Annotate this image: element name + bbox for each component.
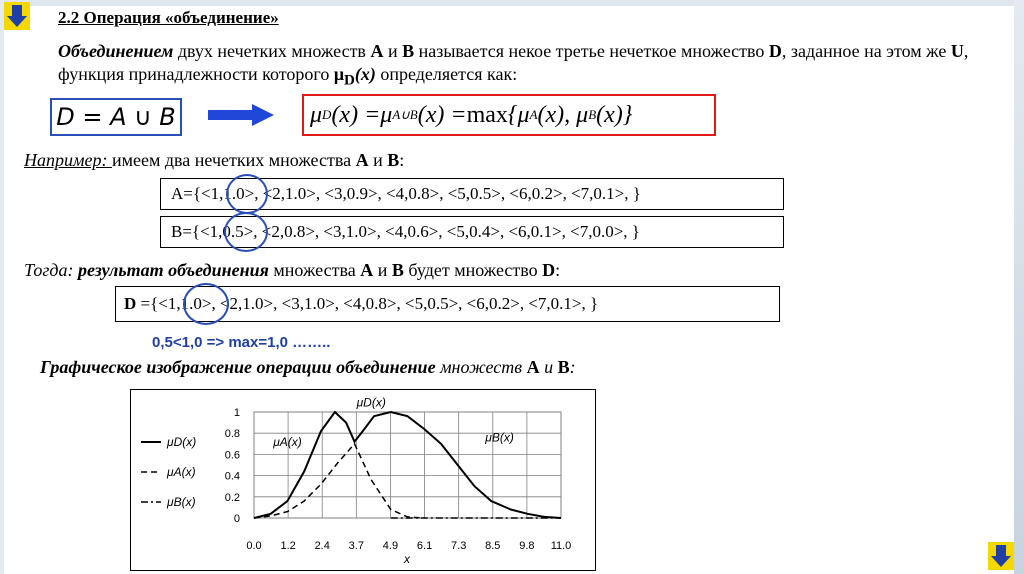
text-fragment: , заданное на этом же: [781, 41, 951, 61]
set-b-name: B: [557, 357, 570, 377]
set-a-box: A={<1,1.0>, <2,1.0>, <3,0.9>, <4,0.8>, <5,0.5>, <6,0.2>, <7,0.1>, }: [160, 178, 784, 210]
y-tick-label: 0.6: [224, 449, 240, 462]
curve-annotation: μA(x): [273, 434, 302, 449]
set-d-name: D: [768, 41, 782, 61]
x-axis-label: x: [404, 552, 410, 566]
chart-svg: [131, 390, 595, 570]
legend-label: μA(x): [167, 465, 196, 479]
legend-label: μD(x): [167, 435, 197, 449]
example-line: [24, 150, 404, 171]
slide-title: 2.2 Операция «объединение»: [58, 8, 279, 27]
text-fragment: :: [399, 150, 405, 170]
formula-part: (x) =: [417, 101, 467, 128]
set-b-name: B: [391, 260, 404, 280]
text-fragment: имеем два нечетких множества: [111, 150, 356, 170]
formula-part: (x), μ: [537, 101, 589, 128]
right-stripe: [1014, 0, 1024, 574]
set-b-name: B: [402, 41, 415, 61]
set-a-name: A: [355, 150, 369, 170]
x-tick-label: 8.5: [485, 540, 501, 552]
y-tick-label: 0.4: [224, 470, 240, 483]
result-term: результат объединения: [77, 260, 269, 280]
formula-sub: B: [588, 107, 597, 122]
x-tick-label: 11.0: [550, 540, 572, 552]
set-b-name: B: [387, 150, 400, 170]
formula-part: μ: [310, 101, 323, 128]
term: Объединением: [58, 41, 174, 61]
right-arrow-icon: [208, 104, 274, 126]
text-fragment: будет множество: [403, 260, 543, 280]
universe-name: U: [950, 41, 964, 61]
formula-sub: A∪B: [392, 107, 418, 122]
x-tick-label: 4.9: [382, 540, 399, 552]
curve-annotation: μD(x): [356, 395, 386, 410]
top-stripe: [0, 0, 1024, 6]
union-formula: D = A ∪ B: [50, 98, 182, 136]
membership-chart: [130, 389, 596, 571]
formula-part: (x)}: [596, 101, 633, 128]
x-tick-label: 2.4: [314, 540, 330, 552]
nav-down-arrow-icon-bottom[interactable]: [988, 542, 1014, 570]
x-tick-label: 0.0: [246, 540, 262, 552]
text-fragment: называется некое третье нечеткое множество: [414, 41, 769, 61]
formula-part: (x) =: [331, 101, 381, 128]
y-tick-label: 0.8: [224, 428, 240, 441]
plot-area: [254, 412, 561, 518]
caption-bold: Графическое изображение операции объединение: [40, 357, 436, 377]
text-fragment: и: [539, 357, 558, 377]
example-lead: Например:: [24, 150, 112, 170]
text-fragment: :: [555, 260, 561, 280]
formula-sub: A: [529, 107, 538, 122]
result-lead: Тогда:: [24, 260, 78, 280]
x-tick-label: 1.2: [280, 540, 296, 552]
curve-annotation: μB(x): [485, 430, 514, 445]
nav-down-arrow-icon[interactable]: [4, 2, 30, 30]
y-tick-label: 0.2: [224, 491, 240, 504]
highlight-circle-a: [226, 174, 268, 214]
max-operator: max: [466, 101, 508, 128]
membership-formula: [302, 94, 716, 136]
x-tick-label: 3.7: [348, 540, 364, 552]
graph-caption: [40, 357, 576, 378]
set-d-name: D: [542, 260, 556, 280]
text-fragment: множества: [268, 260, 361, 280]
definition-text: [58, 40, 998, 93]
text-fragment: :: [569, 357, 576, 377]
mu-argument: (x): [354, 64, 376, 84]
set-d-label: D: [124, 294, 137, 313]
set-d-values: ={<1,1.0>, <2,1.0>, <3,1.0>, <4,0.8>, <5,0.5>, <6,0.2>, <7,0.1>, }: [136, 294, 599, 313]
highlight-circle-d: [183, 283, 229, 325]
text-fragment: и: [373, 260, 392, 280]
set-b-box: B={<1,0.5>, <2,0.8>, <3,1.0>, <4,0.6>, <5,0.4>, <6,0.1>, <7,0.0>, }: [160, 216, 784, 248]
result-line: [24, 260, 560, 281]
highlight-circle-b: [224, 212, 268, 252]
set-a-name: A: [360, 260, 374, 280]
y-tick-label: 1: [233, 407, 240, 419]
legend-label: μB(x): [167, 495, 196, 509]
mu-symbol: μ: [333, 64, 345, 84]
text-fragment: двух нечетких множеств: [173, 41, 371, 61]
max-note: 0,5<1,0 => max=1,0 ……..: [152, 334, 331, 351]
left-stripe: [0, 0, 4, 574]
text-fragment: и: [383, 41, 403, 61]
formula-part: {μ: [507, 101, 530, 128]
y-tick-label: 0: [233, 513, 240, 525]
x-tick-label: 9.8: [519, 540, 535, 552]
text-fragment: и: [368, 150, 388, 170]
text-fragment: множеств: [435, 357, 527, 377]
formula-sub: D: [322, 107, 332, 122]
x-tick-label: 6.1: [416, 540, 433, 552]
set-a-name: A: [526, 357, 540, 377]
mu-subscript: D: [344, 72, 355, 89]
x-tick-label: 7.3: [451, 540, 467, 552]
text-fragment: определяется как:: [375, 64, 518, 84]
set-a-name: A: [370, 41, 384, 61]
formula-part: μ: [380, 101, 393, 128]
text-fragment: , функция принадлежности которого: [58, 41, 969, 84]
